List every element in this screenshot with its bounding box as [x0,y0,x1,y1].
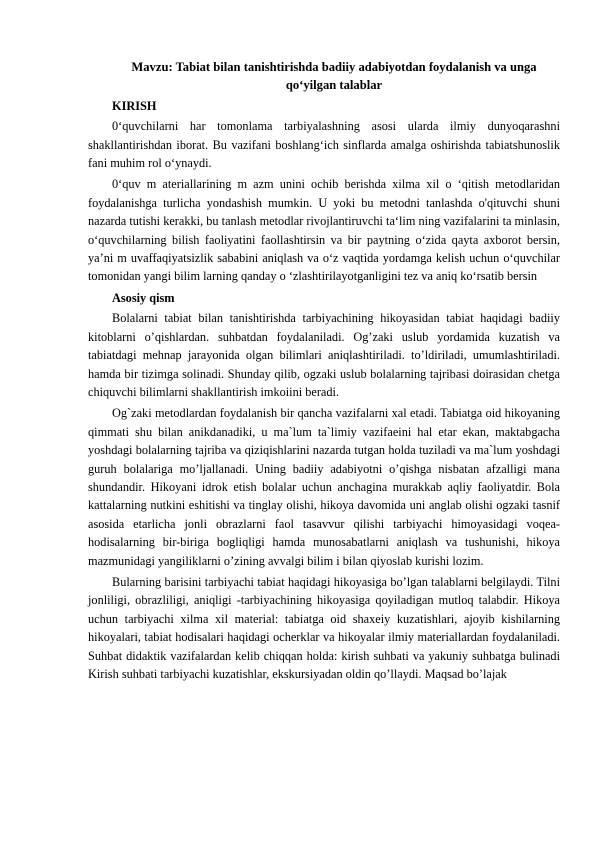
section-introduction [88,97,560,286]
document-page [88,58,560,686]
document-title: Mavzu: Tabiat bilan tanishtirishda badiiy adabiyotdan foydalanish va unga qo‘yilgan talablar [131,60,537,93]
paragraph: 0‘quv m ateriallarining m azm unini ochib berishda xilma xil o ‘qitish metodlaridan foydalanishga turlicha yondashish mumkin. U yoki bu metodni tanlashda o'qituvchi shuni nazarda tutishi kerakki, bu tanlash metodlar rivojlantiruvchi ta‘lim ning vazifalarini ta minlasin, o‘quvchilarning bilish faoliyatini faollashtirsin va bir paytning o‘zida qayta axborot bersin, ya’ni m uvaffaqiyatsizlik sababini aniqlash va o‘z vaqtida yordamga kelish uchun o‘quvchilar tomonidan yangi bilim larning qanday o ‘zlashtirilayotganligini tez va aniq ko‘rsatib bersin [88,177,560,284]
section-main [88,289,560,684]
paragraph: 0‘quvchilarni har tomonlama tarbiyalashning asosi ularda ilmiy dunyoqarashni shakllantirishdan iborat. Bu vazifani boshlang‘ich sinflarda amalga oshirishda tabiatshunoslik fani muhim rol o‘ynaydi. [88,119,560,171]
paragraph: Bularning barisini tarbiyachi tabiat haqidagi hikoyasiga bo’lgan talablarni belgilaydi. Tilni jonliligi, obrazliligi, aniqligi -tarbiyachining hikoyasiga qoyiladigan mutloq talabdir. Hikoya uchun tarbiyachi xilma xil material: tabiatga oid shaxeiy kuzatishlari, ajoyib kishilarning hikoyalari, tabiat hodisalari haqidagi ocherklar va hikoyalar ilmiy materiallardan foydalaniladi. Suhbat didaktik vazifalardan kelib chiqqan holda: kirish suhbati va yakuniy suhbatga bulinadi Kirish suhbati tarbiyachi kuzatishlar, ekskursiyadan oldin qo’llaydi. Maqsad bo’lajak [88,574,560,681]
section-heading-asosiy-qism: Asosiy qism [112,290,175,305]
paragraph: Bolalarni tabiat bilan tanishtirishda tarbiyachining hikoyasidan tabiat haqidagi badiiy kitoblarni o’qishlardan. suhbatdan foydalaniladi. Og’zaki uslub yordamida kuzatish va tabiatdagi mehnap jarayonida olgan bilimlari aniqlashtiriladi. to’ldiriladi, umumlashtiriladi. hamda bir tizimga solinadi. Shunday qilib, ogzaki uslub bolalarning tajribasi doirasidan chetga chiquvchi bilimlarni shakllantirish imkoiini beradi. [88,311,560,399]
section-heading-kirish: KIRISH [112,98,157,113]
paragraph: Og`zaki metodlardan foydalanish bir qancha vazifalarni xal etadi. Tabiatga oid hikoyaning qimmati shu bilan anikdanadiki, u ma`lum ta`limiy vazifaeini hal etar ekan, maktabgacha yoshdagi bolalarning tajriba va qiziqishlarini nazarda tutgan holda tuziladi va ma`lum yoshdagi guruh bolalariga mo’ljallanadi. Uning badiiy adabiyotni o’qishga nisbatan afzalligi mana shundandir. Hikoyani idrok etish bolalar uchun anchagina murakkab aqliy faoliyatdir. Bola kattalarning nutkini eshitishi va tinglay olishi, hikoya davomida uni anglab olishi ogzaki tasnif asosida etarlicha jonli obrazlarni faol tasavvur qilishi tarbiyachi himoyasidagi voqea-hodisalarning bir-biriga bogliqligi hamda munosabatlarni aniqlash va tushunishi, hikoya mazmunidagi yangiliklarni o’zining avvalgi bilim i bilan qiyoslab kurishi lozim. [88,406,560,568]
